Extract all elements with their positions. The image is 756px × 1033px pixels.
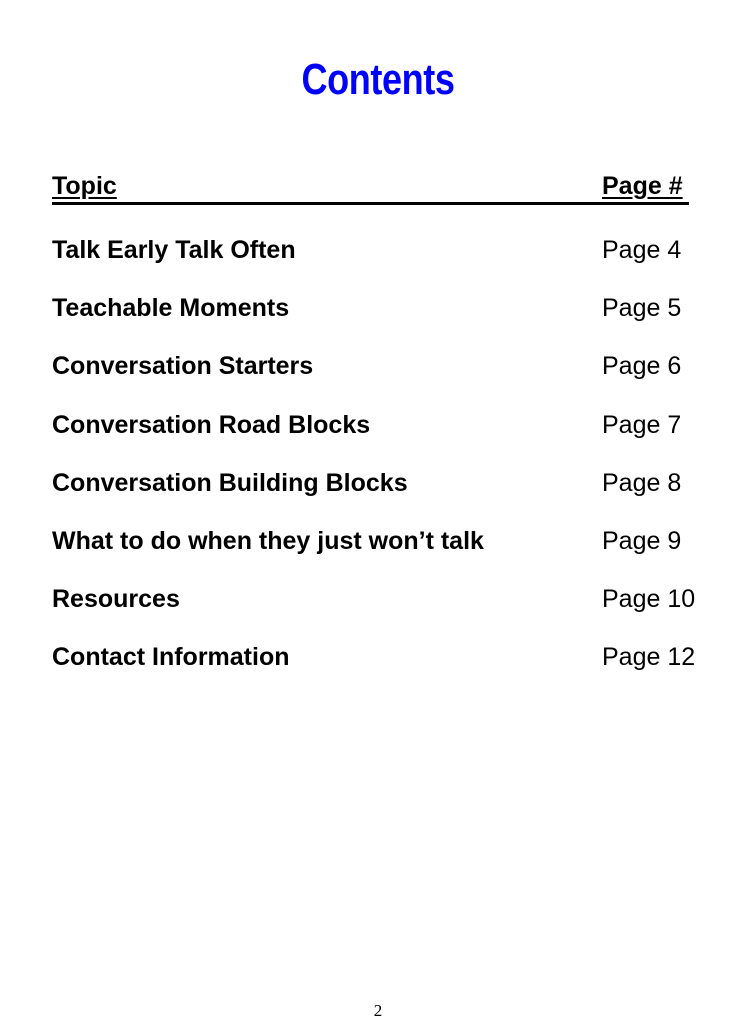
- toc-entry[interactable]: [52, 232, 732, 290]
- toc-entry-topic: What to do when they just won’t talk: [52, 526, 484, 555]
- toc-entry[interactable]: [52, 407, 732, 465]
- toc-entry-topic: Resources: [52, 585, 180, 614]
- toc-entry-page: Page 5: [602, 294, 682, 323]
- toc-entry[interactable]: [52, 639, 732, 697]
- toc-entry-page: Page 12: [602, 643, 696, 672]
- toc-entry-topic: Contact Information: [52, 643, 290, 672]
- toc-header: [52, 170, 689, 205]
- toc-entry[interactable]: [52, 290, 732, 348]
- toc-entry-topic: Conversation Road Blocks: [52, 410, 371, 439]
- toc-entry[interactable]: [52, 523, 732, 581]
- page-title: Contents: [301, 55, 455, 104]
- toc-entry-topic: Conversation Starters: [52, 352, 314, 381]
- toc-entry-topic: Talk Early Talk Often: [52, 236, 296, 264]
- toc-entry[interactable]: [52, 348, 732, 406]
- page-number: 2: [373, 1001, 383, 1020]
- toc-entry-topic: Conversation Building Blocks: [52, 468, 408, 497]
- toc-entry-page: Page 10: [602, 585, 696, 614]
- toc-header-page: Page #: [602, 172, 683, 200]
- toc-entry-page: Page 6: [602, 352, 682, 381]
- toc-entry-page: Page 7: [602, 410, 682, 439]
- toc-entry[interactable]: [52, 465, 732, 523]
- toc-entry-page: Page 9: [602, 526, 682, 555]
- toc-entry-topic: Teachable Moments: [52, 294, 290, 323]
- toc-header-topic: Topic: [52, 172, 117, 200]
- toc-entry-page: Page 4: [602, 236, 682, 264]
- toc-list: [52, 232, 732, 698]
- toc-entry[interactable]: [52, 581, 732, 639]
- toc-entry-page: Page 8: [602, 468, 682, 497]
